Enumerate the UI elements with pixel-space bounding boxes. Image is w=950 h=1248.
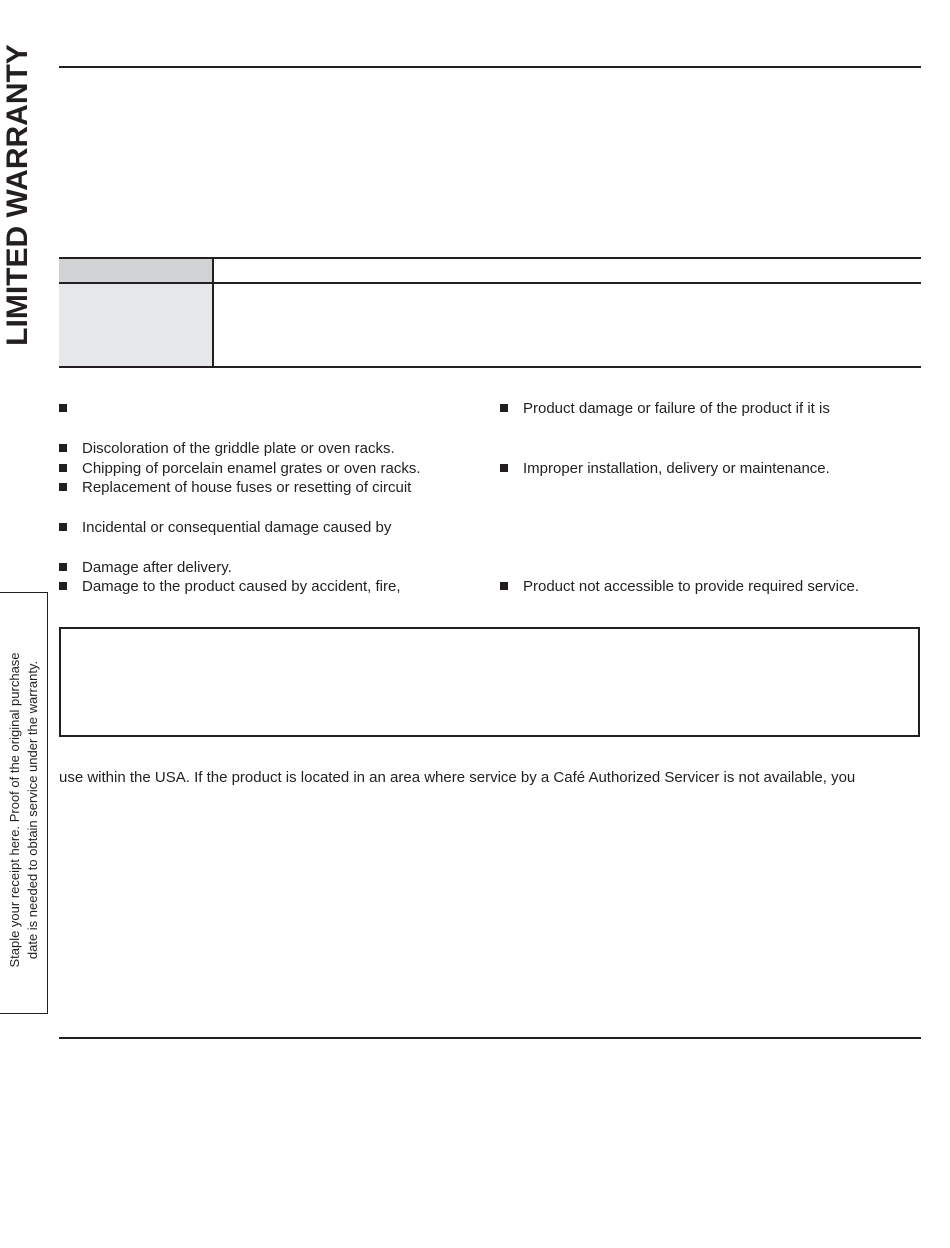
bullet-square-icon — [59, 444, 67, 452]
bullet-square-icon — [59, 563, 67, 571]
receipt-note — [6, 652, 42, 967]
service-area-text: use within the USA. If the product is located in an area where service by a Café Authorized Servicer is not available, you — [59, 769, 856, 786]
warranty-table-body-row — [59, 282, 921, 366]
table-column-divider — [212, 257, 214, 368]
warranty-table-body-left — [59, 282, 212, 366]
table-rule — [59, 282, 921, 284]
bullet-square-icon — [500, 464, 508, 472]
limited-warranty-title: LIMITED WARRANTY — [1, 44, 34, 346]
bullet-square-icon — [59, 483, 67, 491]
bullet-square-icon — [500, 404, 508, 412]
receipt-note-line: Staple your receipt here. Proof of the original purchase — [7, 652, 22, 968]
warranty-table — [59, 257, 921, 368]
notice-box — [59, 627, 920, 737]
top-divider — [59, 66, 921, 68]
bottom-divider — [59, 1037, 921, 1039]
warranty-table-header-left — [59, 257, 212, 282]
table-rule — [59, 366, 921, 368]
side-title — [0, 0, 40, 370]
bullet-square-icon — [59, 523, 67, 531]
bullet-square-icon — [59, 582, 67, 590]
warranty-table-header-row — [59, 257, 921, 282]
bullet-square-icon — [59, 464, 67, 472]
bullet-square-icon — [500, 582, 508, 590]
table-rule — [59, 257, 921, 259]
receipt-note-line: date is needed to obtain service under the warranty. — [25, 660, 40, 960]
bullet-square-icon — [59, 404, 67, 412]
